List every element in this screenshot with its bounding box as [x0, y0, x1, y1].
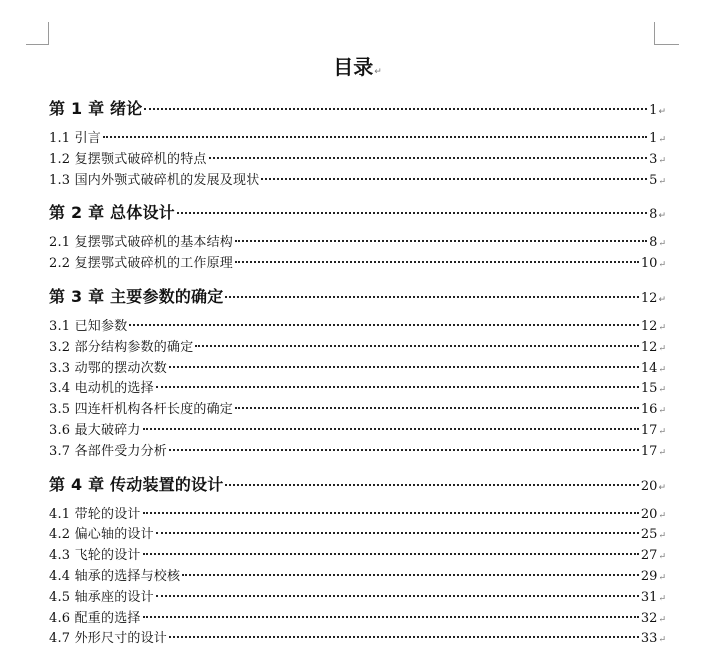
- toc-entry-page-number: 5: [649, 172, 658, 188]
- toc-entry-label: 3.3 动鄂的摆动次数: [49, 360, 168, 376]
- toc-entry-page-number: 33: [640, 631, 658, 647]
- toc-section-entry[interactable]: [49, 607, 666, 628]
- dot-leader: [143, 616, 639, 618]
- toc-entry-page-number: 12: [640, 339, 658, 355]
- toc-section-entry[interactable]: [49, 127, 666, 148]
- dot-leader: [143, 553, 639, 555]
- paragraph-mark-icon: ↵: [658, 155, 666, 166]
- dot-leader: [235, 407, 639, 409]
- dot-leader: [169, 449, 639, 451]
- toc-section-entry[interactable]: [49, 169, 666, 190]
- paragraph-mark-icon: ↵: [658, 211, 666, 222]
- paragraph-mark-icon: ↵: [658, 294, 666, 305]
- toc-entry-page-number: 8: [649, 207, 658, 223]
- toc-entry-label: 3.4 电动机的选择: [49, 381, 154, 397]
- toc-entry-label: 第 2 章 总体设计: [49, 203, 175, 223]
- toc-section-entry[interactable]: [49, 419, 666, 440]
- toc-section-entry[interactable]: [49, 398, 666, 419]
- dot-leader: [144, 108, 647, 110]
- dot-leader: [195, 345, 638, 347]
- toc-chapter-entry[interactable]: [49, 472, 666, 494]
- toc-section-entry[interactable]: [49, 252, 666, 273]
- toc-entry-page-number: 17: [640, 422, 658, 438]
- paragraph-mark-icon: ↵: [658, 510, 666, 521]
- dot-leader: [177, 212, 647, 214]
- toc-entry-label: 2.1 复摆鄂式破碎机的基本结构: [49, 235, 234, 251]
- toc-section-entry[interactable]: [49, 377, 666, 398]
- toc-section-entry[interactable]: [49, 503, 666, 524]
- dot-leader: [129, 324, 638, 326]
- dot-leader: [235, 240, 647, 242]
- toc-section-entry[interactable]: [49, 586, 666, 607]
- paragraph-mark-icon: ↵: [658, 260, 666, 271]
- paragraph-mark-icon: ↵: [658, 406, 666, 417]
- table-of-contents: [49, 96, 666, 648]
- toc-section-entry[interactable]: [49, 148, 666, 169]
- toc-entry-label: 4.6 配重的选择: [49, 610, 141, 626]
- paragraph-mark-icon: ↵: [658, 176, 666, 187]
- paragraph-mark-icon: ↵: [658, 364, 666, 375]
- toc-entry-page-number: 14: [640, 360, 658, 376]
- toc-entry-page-number: 12: [640, 318, 658, 334]
- toc-entry-page-number: 15: [640, 381, 658, 397]
- toc-entry-label: 4.3 飞轮的设计: [49, 548, 141, 564]
- dot-leader: [235, 261, 639, 263]
- toc-entry-page-number: 27: [640, 548, 658, 564]
- toc-entry-page-number: 3: [649, 151, 658, 167]
- toc-section-entry[interactable]: [49, 544, 666, 565]
- paragraph-mark-icon: ↵: [658, 447, 666, 458]
- paragraph-mark-icon: ↵: [658, 426, 666, 437]
- paragraph-mark-icon: ↵: [658, 343, 666, 354]
- toc-entry-label: 第 4 章 传动装置的设计: [49, 474, 224, 494]
- toc-entry-label: 4.1 带轮的设计: [49, 506, 141, 522]
- paragraph-mark-icon: ↵: [658, 614, 666, 625]
- toc-entry-page-number: 10: [640, 256, 658, 272]
- toc-entry-label: 1.2 复摆颚式破碎机的特点: [49, 151, 207, 167]
- toc-section-entry[interactable]: [49, 523, 666, 544]
- dot-leader: [261, 178, 647, 180]
- toc-chapter-entry[interactable]: [49, 200, 666, 222]
- toc-entry-label: 2.2 复摆鄂式破碎机的工作原理: [49, 256, 234, 272]
- dot-leader: [103, 136, 647, 138]
- toc-entry-page-number: 8: [649, 235, 658, 251]
- toc-entry-page-number: 20: [640, 478, 658, 494]
- dot-leader: [143, 512, 639, 514]
- toc-entry-label: 4.7 外形尺寸的设计: [49, 631, 168, 647]
- toc-section-entry[interactable]: [49, 440, 666, 461]
- toc-section-entry[interactable]: [49, 231, 666, 252]
- crop-mark-top-right: [654, 22, 679, 45]
- paragraph-mark-icon: ↵: [658, 572, 666, 583]
- toc-entry-label: 4.4 轴承的选择与校核: [49, 568, 181, 584]
- toc-entry-page-number: 25: [640, 527, 658, 543]
- paragraph-mark-icon: ↵: [658, 531, 666, 542]
- toc-entry-label: 3.6 最大破碎力: [49, 422, 141, 438]
- dot-leader: [143, 428, 639, 430]
- crop-mark-top-left: [26, 22, 49, 45]
- toc-entry-page-number: 20: [640, 506, 658, 522]
- toc-section-entry[interactable]: [49, 357, 666, 378]
- paragraph-mark-icon: ↵: [658, 385, 666, 396]
- dot-leader: [156, 386, 639, 388]
- page-title: [0, 55, 715, 84]
- toc-entry-label: 3.1 已知参数: [49, 318, 128, 334]
- toc-entry-page-number: 16: [640, 402, 658, 418]
- toc-entry-page-number: 32: [640, 610, 658, 626]
- paragraph-mark-icon: ↵: [374, 67, 382, 77]
- toc-entry-page-number: 1: [649, 103, 658, 118]
- paragraph-mark-icon: ↵: [658, 635, 666, 646]
- toc-chapter-entry[interactable]: [49, 96, 666, 118]
- dot-leader: [225, 484, 638, 486]
- paragraph-mark-icon: ↵: [658, 107, 666, 117]
- page-title-text: 目录: [333, 55, 374, 79]
- toc-entry-label: 3.2 部分结构参数的确定: [49, 339, 194, 355]
- paragraph-mark-icon: ↵: [658, 552, 666, 563]
- toc-entry-page-number: 1: [649, 131, 658, 146]
- toc-entry-page-number: 31: [640, 589, 658, 605]
- toc-entry-label: 3.5 四连杆机构各杆长度的确定: [49, 402, 234, 418]
- toc-entry-label: 3.7 各部件受力分析: [49, 443, 168, 459]
- toc-entry-label: 第 3 章 主要参数的确定: [49, 286, 224, 306]
- toc-chapter-entry[interactable]: [49, 284, 666, 306]
- paragraph-mark-icon: ↵: [658, 135, 666, 145]
- dot-leader: [156, 595, 639, 597]
- dot-leader: [182, 574, 639, 576]
- paragraph-mark-icon: ↵: [658, 482, 666, 493]
- toc-entry-label: 第 1 章 绪论: [49, 99, 143, 118]
- dot-leader: [169, 366, 639, 368]
- toc-entry-label: 4.2 偏心轴的设计: [49, 527, 154, 543]
- toc-entry-label: 1.3 国内外颚式破碎机的发展及现状: [49, 172, 260, 188]
- toc-section-entry[interactable]: [49, 336, 666, 357]
- dot-leader: [156, 532, 639, 534]
- dot-leader: [169, 636, 639, 638]
- dot-leader: [209, 157, 648, 159]
- toc-entry-page-number: 12: [640, 290, 658, 306]
- paragraph-mark-icon: ↵: [658, 239, 666, 250]
- toc-entry-label: 1.1 引言: [49, 131, 102, 146]
- paragraph-mark-icon: ↵: [658, 322, 666, 333]
- toc-entry-page-number: 17: [640, 443, 658, 459]
- paragraph-mark-icon: ↵: [658, 593, 666, 604]
- dot-leader: [225, 296, 638, 298]
- toc-section-entry[interactable]: [49, 315, 666, 336]
- toc-section-entry[interactable]: [49, 565, 666, 586]
- toc-entry-label: 4.5 轴承座的设计: [49, 589, 154, 605]
- toc-entry-page-number: 29: [640, 568, 658, 584]
